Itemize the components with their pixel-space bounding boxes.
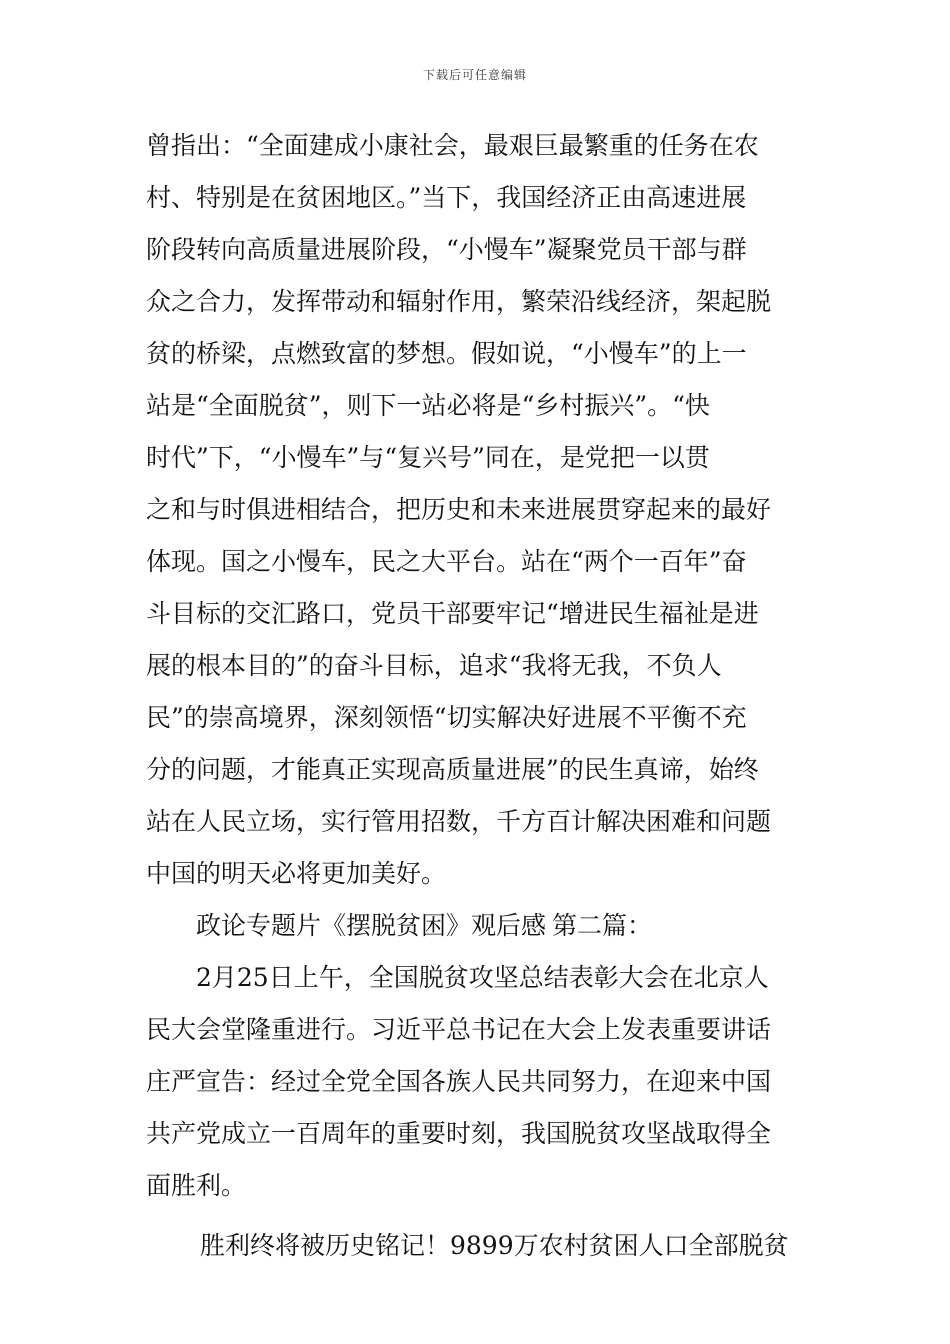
paragraph-2 (146, 952, 812, 1212)
paragraph-3 (146, 1220, 812, 1272)
text-line: 展的根本目的”的奋斗目标，追求“我将无我，不负人 (146, 651, 722, 680)
text-line: 庄严宣告：经过全党全国各族人民共同努力，在迎来中国 (146, 1067, 772, 1096)
text-line: 阶段转向高质量进展阶段，“小慢车”凝聚党员干部与群 (146, 235, 747, 264)
text-line: 站是“全面脱贫”，则下一站必将是“乡村振兴”。“快 (146, 391, 710, 420)
text-line: 站在人民立场，实行管用招数，千方百计解决困难和问题 (146, 807, 772, 836)
text-line: 民”的崇高境界，深刻领悟“切实解决好进展不平衡不充 (146, 703, 747, 732)
section-heading: 政论专题片《摆脱贫困》观后感 第二篇： (196, 911, 652, 940)
text-line: 2月25日上午，全国脱贫攻坚总结表彰大会在北京人 (196, 963, 769, 992)
paragraph-spacer (146, 1212, 812, 1220)
text-line: 民大会堂隆重进行。习近平总书记在大会上发表重要讲话 (146, 1015, 772, 1044)
text-line: 之和与时俱进相结合，把历史和未来进展贯穿起来的最好 (146, 495, 772, 524)
text-line: 体现。国之小慢车，民之大平台。站在“两个一百年”奋 (146, 547, 747, 576)
text-line: 分的问题，才能真正实现高质量进展”的民生真谛，始终 (146, 755, 759, 784)
text-line: 胜利终将被历史铭记！9899万农村贫困人口全部脱贫 (200, 1231, 789, 1260)
text-line: 众之合力，发挥带动和辐射作用，繁荣沿线经济，架起脱 (146, 287, 772, 316)
document-body (146, 120, 812, 1272)
text-line: 面胜利。 (146, 1171, 247, 1200)
page-header: 下载后可任意编辑 (422, 68, 527, 82)
text-line: 贫的桥梁，点燃致富的梦想。假如说，“小慢车”的上一 (146, 339, 747, 368)
paragraph-1 (146, 120, 812, 900)
text-line: 时代”下，“小慢车”与“复兴号”同在，是党把一以贯 (146, 443, 710, 472)
text-line: 共产党成立一百周年的重要时刻，我国脱贫攻坚战取得全 (146, 1119, 772, 1148)
text-line: 村、特别是在贫困地区。”当下，我国经济正由高速进展 (146, 183, 747, 212)
text-line: 斗目标的交汇路口，党员干部要牢记“增进民生福祉是进 (146, 599, 759, 628)
text-line: 曾指出：“全面建成小康社会，最艰巨最繁重的任务在农 (146, 131, 759, 160)
text-line: 中国的明天必将更加美好。 (146, 859, 447, 888)
